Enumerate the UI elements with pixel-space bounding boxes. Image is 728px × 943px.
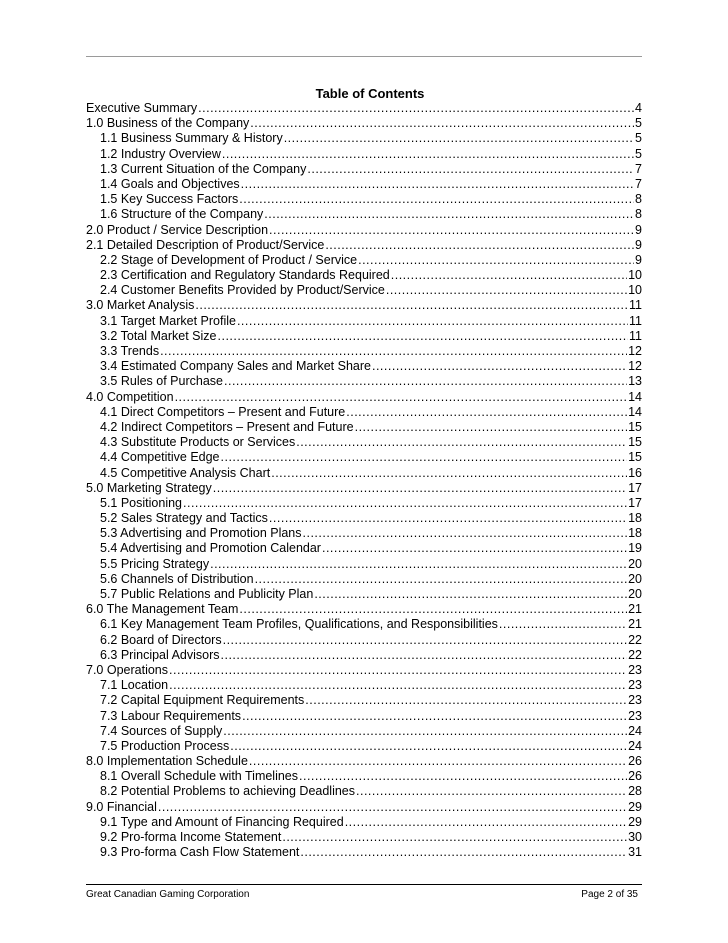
- toc-entry-page: 31: [628, 845, 642, 860]
- toc-entry[interactable]: [86, 800, 642, 815]
- toc-entry-page: 21: [628, 602, 642, 617]
- toc-entry-label: Executive Summary: [86, 101, 198, 115]
- toc-entry-page: 30: [628, 830, 642, 844]
- toc-entry-page: 20: [628, 571, 642, 586]
- toc-entry-page: 11: [629, 298, 642, 313]
- toc-entry-page: 7: [635, 176, 642, 191]
- toc-entry-label: 5.5 Pricing Strategy: [100, 556, 210, 571]
- toc-dot-leader: [239, 192, 634, 207]
- toc-entry[interactable]: [86, 815, 642, 830]
- toc-entry-page: 26: [628, 754, 642, 769]
- toc-entry[interactable]: [86, 344, 642, 359]
- toc-entry[interactable]: [86, 131, 642, 146]
- toc-entry[interactable]: [86, 845, 642, 860]
- toc-entry[interactable]: [86, 496, 642, 511]
- toc-entry-page: 24: [628, 723, 642, 738]
- toc-entry-label: 7.1 Location: [100, 678, 169, 693]
- toc-dot-leader: [314, 587, 627, 602]
- footer-rule: [86, 884, 642, 885]
- toc-entry-label: 7.0 Operations: [86, 662, 168, 677]
- toc-entry-page: 18: [628, 511, 642, 526]
- toc-entry-label: 5.7 Public Relations and Publicity Plan: [100, 587, 314, 601]
- toc-entry[interactable]: [86, 678, 642, 693]
- toc-entry[interactable]: [86, 390, 642, 405]
- toc-dot-leader: [284, 131, 634, 146]
- toc-entry-label: 1.0 Business of the Company: [86, 116, 250, 131]
- toc-entry-page: 18: [628, 526, 642, 541]
- toc-entry-label: 2.0 Product / Service Description: [86, 222, 269, 237]
- toc-entry-page: 17: [628, 480, 642, 495]
- toc-dot-leader: [183, 496, 627, 511]
- toc-dot-leader: [237, 314, 628, 329]
- toc-title: Table of Contents: [315, 86, 425, 101]
- toc-entry-label: 2.1 Detailed Description of Product/Service: [86, 237, 325, 252]
- toc-dot-leader: [221, 648, 628, 663]
- toc-entry[interactable]: [86, 541, 642, 556]
- toc-entry-page: 28: [628, 784, 642, 799]
- toc-entry-label: 1.5 Key Success Factors: [100, 192, 239, 207]
- toc-dot-leader: [271, 466, 627, 481]
- toc-entry-page: 20: [628, 587, 642, 601]
- toc-entry-page: 29: [628, 814, 642, 829]
- toc-dot-leader: [282, 830, 627, 845]
- toc-entry[interactable]: [86, 784, 642, 799]
- toc-entry-page: 23: [628, 708, 642, 723]
- toc-entry-page: 14: [628, 389, 642, 404]
- footer-company: Great Canadian Gaming Corporation: [86, 889, 250, 900]
- toc-entry[interactable]: [86, 162, 642, 177]
- toc-dot-leader: [356, 784, 627, 799]
- toc-dot-leader: [499, 617, 627, 632]
- toc-entry[interactable]: [86, 238, 642, 253]
- toc-dot-leader: [296, 435, 627, 450]
- toc-entry[interactable]: [86, 617, 642, 632]
- toc-entry[interactable]: [86, 602, 642, 617]
- toc-dot-leader: [322, 541, 627, 556]
- toc-entry-label: 7.3 Labour Requirements: [100, 708, 242, 723]
- toc-entry-page: 10: [628, 283, 642, 298]
- toc-entry[interactable]: [86, 435, 642, 450]
- toc-dot-leader: [307, 162, 634, 177]
- toc-entry-page: 16: [628, 465, 642, 480]
- toc-dot-leader: [299, 769, 627, 784]
- toc-entry[interactable]: [86, 177, 642, 192]
- toc-entry-label: 8.2 Potential Problems to achieving Deadlines: [100, 784, 356, 799]
- toc-entry-label: 6.0 The Management Team: [86, 602, 239, 617]
- toc-entry-page: 8: [635, 207, 642, 222]
- toc-dot-leader: [239, 602, 627, 617]
- toc-entry-label: 4.0 Competition: [86, 389, 174, 404]
- toc-entry-page: 15: [628, 419, 642, 434]
- toc-entry-label: 4.2 Indirect Competitors – Present and Future: [100, 419, 354, 434]
- toc-entry-label: 3.3 Trends: [100, 344, 160, 358]
- toc-entry-label: 5.4 Advertising and Promotion Calendar: [100, 541, 321, 556]
- toc-entry-label: 4.1 Direct Competitors – Present and Future: [100, 404, 346, 419]
- toc-entry-label: 3.0 Market Analysis: [86, 298, 195, 313]
- toc-entry-page: 19: [628, 541, 642, 556]
- toc-entry-page: 23: [628, 693, 642, 708]
- toc-entry-page: 7: [635, 161, 642, 176]
- header-rule: [86, 56, 642, 57]
- toc-entry[interactable]: [86, 633, 642, 648]
- toc-entry-page: 9: [635, 222, 642, 237]
- toc-entry[interactable]: [86, 116, 642, 131]
- toc-entry-label: 1.1 Business Summary & History: [100, 131, 283, 146]
- toc-entry[interactable]: [86, 314, 642, 329]
- toc-entry-label: 7.4 Sources of Supply: [100, 723, 223, 738]
- toc-entry-label: 9.0 Financial: [86, 799, 157, 814]
- toc-entry[interactable]: [86, 298, 642, 313]
- toc-entry-label: 5.2 Sales Strategy and Tactics: [100, 511, 268, 526]
- toc-entry[interactable]: [86, 511, 642, 526]
- toc-entry[interactable]: [86, 283, 642, 298]
- toc-entry-label: 2.4 Customer Benefits Provided by Product/Service: [100, 283, 385, 298]
- toc-entry[interactable]: [86, 587, 642, 602]
- toc-entry-label: 2.2 Stage of Development of Product / Service: [100, 252, 358, 267]
- toc-entry-label: 3.4 Estimated Company Sales and Market Share: [100, 359, 371, 374]
- toc-dot-leader: [269, 511, 627, 526]
- toc-entry-page: 22: [628, 647, 642, 662]
- toc-entry-page: 5: [635, 146, 642, 161]
- toc-entry-page: 23: [628, 678, 642, 693]
- toc-dot-leader: [241, 177, 634, 192]
- toc-entry-page: 5: [635, 116, 642, 131]
- toc-dot-leader: [213, 481, 627, 496]
- toc-dot-leader: [303, 526, 628, 541]
- toc-entry-page: 12: [628, 344, 642, 358]
- toc-entry-page: 12: [628, 359, 642, 374]
- toc-entry-page: 15: [628, 435, 642, 450]
- toc-entry[interactable]: [86, 374, 642, 389]
- toc-entry[interactable]: [86, 481, 642, 496]
- toc-entry[interactable]: [86, 648, 642, 663]
- toc-entry-label: 7.2 Capital Equipment Requirements: [100, 693, 305, 708]
- toc-entry[interactable]: [86, 329, 642, 344]
- footer-page-number: Page 2 of 35: [581, 889, 638, 900]
- toc-entry-page: 5: [635, 131, 642, 146]
- toc-entry-page: 11: [629, 313, 642, 328]
- toc-entry-label: 3.5 Rules of Purchase: [100, 374, 223, 389]
- toc-entry[interactable]: [86, 405, 642, 420]
- toc-entry[interactable]: [86, 526, 642, 541]
- toc-dot-leader: [175, 390, 628, 405]
- toc-dot-leader: [218, 329, 629, 344]
- toc-entry-page: 9: [635, 237, 642, 252]
- toc-dot-leader: [386, 283, 627, 298]
- toc-entry-label: 6.1 Key Management Team Profiles, Qualifications, and Responsibilities: [100, 617, 498, 632]
- toc-entry-page: 17: [628, 495, 642, 510]
- toc-dot-leader: [169, 678, 627, 693]
- toc-entry-page: 20: [628, 556, 642, 571]
- toc-entry[interactable]: [86, 192, 642, 207]
- toc-entry-page: 14: [628, 404, 642, 419]
- toc-dot-leader: [250, 116, 634, 131]
- toc-entry-label: 2.3 Certification and Regulatory Standards Required: [100, 268, 390, 283]
- toc-entry-label: 1.2 Industry Overview: [100, 146, 221, 161]
- toc-entry[interactable]: [86, 754, 642, 769]
- toc-entry[interactable]: [86, 359, 642, 374]
- toc-entry-label: 5.1 Positioning: [100, 495, 183, 510]
- toc-dot-leader: [230, 739, 627, 754]
- toc-entry-label: 6.2 Board of Directors: [100, 632, 222, 647]
- toc-entry[interactable]: [86, 207, 642, 222]
- toc-entry-label: 5.6 Channels of Distribution: [100, 571, 254, 586]
- toc-dot-leader: [195, 298, 628, 313]
- toc-dot-leader: [305, 693, 627, 708]
- toc-dot-leader: [169, 663, 627, 678]
- toc-entry-page: 11: [629, 328, 642, 343]
- toc-entry-page: 23: [628, 662, 642, 677]
- toc-dot-leader: [372, 359, 627, 374]
- toc-entry-label: 1.3 Current Situation of the Company: [100, 161, 307, 176]
- toc-entry-label: 4.4 Competitive Edge: [100, 450, 220, 465]
- toc-entry-label: 4.5 Competitive Analysis Chart: [100, 465, 271, 480]
- toc-dot-leader: [210, 557, 627, 572]
- toc-entry-label: 7.5 Production Process: [100, 738, 230, 753]
- toc-entry[interactable]: [86, 572, 642, 587]
- toc-entry-label: 1.6 Structure of the Company: [100, 207, 264, 222]
- toc-dot-leader: [391, 268, 627, 283]
- toc-entry-page: 8: [635, 192, 642, 207]
- toc-entry[interactable]: [86, 420, 642, 435]
- toc-entry-page: 9: [635, 252, 642, 267]
- toc-entry[interactable]: [86, 663, 642, 678]
- toc-entry[interactable]: [86, 769, 642, 784]
- toc-entry-label: 9.1 Type and Amount of Financing Required: [100, 814, 344, 829]
- toc-dot-leader: [223, 633, 628, 648]
- toc-entry[interactable]: [86, 101, 642, 116]
- toc-entry-label: 9.3 Pro-forma Cash Flow Statement: [100, 845, 300, 860]
- toc-entry-page: 4: [635, 101, 642, 115]
- toc-dot-leader: [160, 344, 627, 359]
- toc-entry-label: 1.4 Goals and Objectives: [100, 176, 240, 191]
- toc-list: [86, 101, 642, 860]
- toc-dot-leader: [346, 405, 627, 420]
- toc-dot-leader: [198, 101, 634, 116]
- toc-entry[interactable]: [86, 268, 642, 283]
- toc-dot-leader: [222, 147, 634, 162]
- toc-dot-leader: [325, 238, 634, 253]
- toc-entry-label: 8.0 Implementation Schedule: [86, 754, 248, 769]
- toc-dot-leader: [158, 800, 627, 815]
- toc-entry-page: 22: [628, 632, 642, 647]
- toc-entry[interactable]: [86, 557, 642, 572]
- toc-dot-leader: [242, 709, 627, 724]
- toc-dot-leader: [255, 572, 628, 587]
- toc-entry-label: 9.2 Pro-forma Income Statement: [100, 830, 282, 844]
- toc-entry-page: 26: [628, 769, 642, 784]
- toc-dot-leader: [345, 815, 627, 830]
- toc-entry-page: 29: [628, 799, 642, 814]
- toc-dot-leader: [355, 420, 627, 435]
- toc-dot-leader: [223, 724, 627, 739]
- toc-dot-leader: [358, 253, 634, 268]
- toc-dot-leader: [224, 374, 627, 389]
- toc-entry-page: 21: [628, 617, 642, 632]
- toc-entry-label: 3.1 Target Market Profile: [100, 313, 236, 328]
- page-footer: [86, 889, 638, 901]
- toc-entry-label: 8.1 Overall Schedule with Timelines: [100, 769, 299, 784]
- toc-dot-leader: [249, 754, 627, 769]
- toc-entry[interactable]: [86, 466, 642, 481]
- toc-entry[interactable]: [86, 253, 642, 268]
- toc-entry-page: 15: [628, 450, 642, 465]
- toc-entry-label: 5.3 Advertising and Promotion Plans: [100, 526, 302, 541]
- toc-entry[interactable]: [86, 693, 642, 708]
- toc-entry[interactable]: [86, 709, 642, 724]
- toc-entry[interactable]: [86, 147, 642, 162]
- toc-dot-leader: [269, 223, 634, 238]
- toc-entry[interactable]: [86, 830, 642, 845]
- toc-entry[interactable]: [86, 450, 642, 465]
- toc-dot-leader: [221, 450, 628, 465]
- toc-entry-label: 5.0 Marketing Strategy: [86, 480, 212, 495]
- toc-entry[interactable]: [86, 739, 642, 754]
- toc-entry-label: 3.2 Total Market Size: [100, 328, 217, 343]
- toc-entry-page: 24: [628, 738, 642, 753]
- toc-entry-label: 4.3 Substitute Products or Services: [100, 435, 296, 450]
- toc-dot-leader: [300, 845, 627, 860]
- toc-entry[interactable]: [86, 223, 642, 238]
- toc-dot-leader: [264, 207, 634, 222]
- toc-entry-page: 10: [628, 268, 642, 283]
- toc-entry-label: 6.3 Principal Advisors: [100, 647, 220, 662]
- toc-entry[interactable]: [86, 724, 642, 739]
- toc-entry-page: 13: [628, 374, 642, 389]
